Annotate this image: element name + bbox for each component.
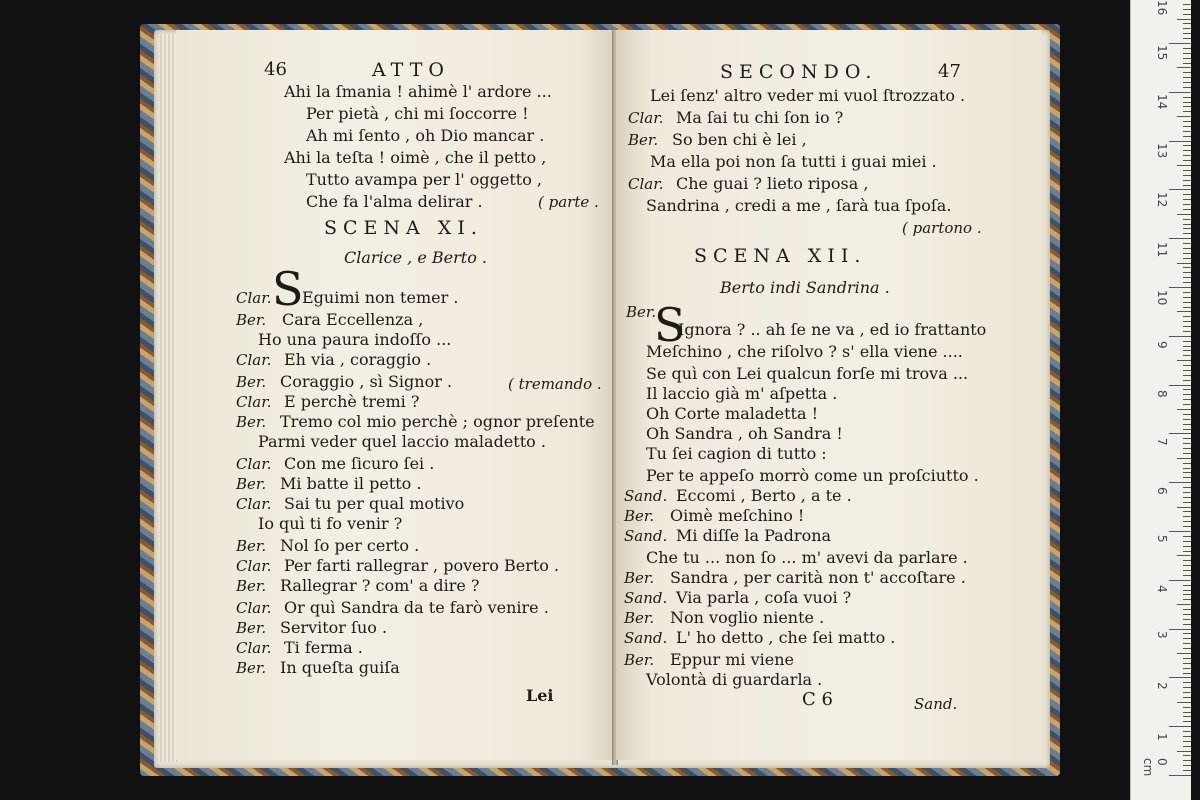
dialogue-line: Ma ella poi non ſa tutti i guai miei . <box>650 152 937 171</box>
ruler-label: 13 <box>1155 143 1169 159</box>
ruler-tick <box>1183 131 1191 132</box>
page-number-left: 46 <box>264 59 287 80</box>
ruler-tick <box>1183 302 1191 303</box>
ruler-tick <box>1183 511 1191 512</box>
ruler-tick <box>1183 697 1191 698</box>
speaker-label: Ber. <box>624 569 655 587</box>
ruler-tick <box>1183 272 1191 273</box>
ruler-tick <box>1183 424 1191 425</box>
ruler-tick <box>1183 307 1191 308</box>
ruler-tick <box>1183 487 1191 488</box>
speaker-label: Ber. <box>628 131 659 149</box>
ruler-tick <box>1177 653 1191 654</box>
ruler-tick <box>1183 624 1191 625</box>
ruler-tick <box>1183 453 1191 454</box>
ruler-tick <box>1183 316 1191 317</box>
ruler-tick <box>1183 224 1191 225</box>
ruler-tick <box>1177 116 1191 117</box>
speaker-label: Clar. <box>236 557 272 575</box>
ruler-tick <box>1183 248 1191 249</box>
ruler-tick <box>1183 38 1191 39</box>
ruler-tick <box>1183 185 1191 186</box>
ruler-label: 3 <box>1155 631 1169 639</box>
speaker-label: Clar. <box>236 393 272 411</box>
right-page <box>616 30 1042 760</box>
ruler-tick <box>1183 594 1191 595</box>
ruler-tick <box>1183 687 1191 688</box>
ruler-label: 15 <box>1155 45 1169 61</box>
ruler-tick <box>1169 482 1191 483</box>
stage-direction-exit: ( parte . <box>538 193 599 211</box>
ruler-tick <box>1183 97 1191 98</box>
ruler-tick <box>1183 712 1191 713</box>
ruler-label: 7 <box>1155 438 1169 446</box>
ruler-tick <box>1183 438 1191 439</box>
ruler-tick <box>1183 468 1191 469</box>
ruler-tick <box>1183 731 1191 732</box>
dialogue-line: Rallegrar ? com' a dire ? <box>280 576 480 595</box>
ruler-tick <box>1177 19 1191 20</box>
ruler-tick <box>1183 355 1191 356</box>
ruler-tick <box>1183 350 1191 351</box>
ruler-tick <box>1183 380 1191 381</box>
ruler-tick <box>1177 604 1191 605</box>
ruler-tick <box>1183 638 1191 639</box>
dialogue-line: Eguimi non temer . <box>302 288 459 307</box>
dialogue-line: Ignora ? .. ah ſe ne va , ed io frattanto <box>678 320 987 339</box>
ruler-tick <box>1169 531 1191 532</box>
ruler-tick <box>1183 565 1191 566</box>
speaker-label: Ber. <box>624 651 655 669</box>
ruler-tick <box>1169 287 1191 288</box>
ruler-tick <box>1183 155 1191 156</box>
ruler-tick <box>1183 394 1191 395</box>
ruler-tick <box>1183 536 1191 537</box>
ruler-tick <box>1183 707 1191 708</box>
ruler-tick <box>1183 331 1191 332</box>
ruler-tick <box>1183 150 1191 151</box>
dialogue-line: E perchè tremi ? <box>284 392 420 411</box>
scene-title-right: SCENA XII. <box>694 245 867 267</box>
dialogue-line: Mi diſſe la Padrona <box>676 526 832 545</box>
ruler-tick <box>1183 209 1191 210</box>
ruler-tick <box>1183 267 1191 268</box>
ruler-tick <box>1183 682 1191 683</box>
ruler-tick <box>1169 775 1191 776</box>
ruler-tick <box>1183 599 1191 600</box>
running-head-left: ATTO <box>372 59 450 81</box>
drop-cap-right: S <box>654 298 686 352</box>
dialogue-line: Oh Corte maladetta ! <box>646 404 819 423</box>
ruler-tick <box>1183 14 1191 15</box>
ruler-tick <box>1183 765 1191 766</box>
dialogue-line: Con me ſicuro ſei . <box>284 454 435 473</box>
ruler-label: 1 <box>1155 733 1169 741</box>
left-page <box>176 30 614 760</box>
ruler-tick <box>1183 180 1191 181</box>
dialogue-line: Che guai ? lieto riposa , <box>676 174 869 193</box>
ruler-tick <box>1183 23 1191 24</box>
dialogue-line: Eccomi , Berto , a te . <box>676 486 852 505</box>
ruler-tick <box>1183 346 1191 347</box>
measurement-ruler <box>1130 0 1191 800</box>
ruler-tick <box>1183 145 1191 146</box>
ruler-label: 10 <box>1155 290 1169 306</box>
ruler-tick <box>1183 414 1191 415</box>
ruler-tick <box>1183 716 1191 717</box>
ruler-tick <box>1177 458 1191 459</box>
ruler-tick <box>1183 419 1191 420</box>
dialogue-line: In queſta guiſa <box>280 658 400 677</box>
ruler-tick <box>1183 492 1191 493</box>
ruler-tick <box>1169 336 1191 337</box>
ruler-tick <box>1183 106 1191 107</box>
ruler-tick <box>1183 102 1191 103</box>
speaker-label: Clar. <box>236 289 272 307</box>
ruler-tick <box>1169 433 1191 434</box>
dialogue-line: Nol ſo per certo . <box>280 536 420 555</box>
verse-line: Ah mi ſento , oh Dio mancar . <box>306 126 545 145</box>
ruler-tick <box>1183 551 1191 552</box>
ruler-tick <box>1183 365 1191 366</box>
dialogue-line: Per te appeſo morrò come un proſciutto . <box>646 466 979 485</box>
ruler-tick <box>1183 560 1191 561</box>
speaker-label: Sand. <box>624 527 668 545</box>
dialogue-line: So ben chi è lei , <box>672 130 807 149</box>
verse-line: Ahi la teſta ! oimè , che il petto , <box>284 148 547 167</box>
dialogue-line: Eppur mi viene <box>670 650 794 669</box>
dialogue-line: Parmi veder quel laccio maladetto . <box>258 432 546 451</box>
ruler-tick <box>1183 87 1191 88</box>
ruler-tick <box>1183 136 1191 137</box>
ruler-tick <box>1183 741 1191 742</box>
ruler-tick <box>1183 570 1191 571</box>
scene-characters-left: Clarice , e Berto . <box>344 248 488 267</box>
speaker-label: Ber. <box>624 609 655 627</box>
dialogue-line: Sai tu per qual motivo <box>284 494 465 513</box>
ruler-tick <box>1183 28 1191 29</box>
ruler-tick <box>1183 4 1191 5</box>
ruler-tick <box>1183 82 1191 83</box>
ruler-tick <box>1183 721 1191 722</box>
ruler-tick <box>1183 516 1191 517</box>
ruler-tick <box>1169 238 1191 239</box>
dialogue-line: Lei ſenz' altro veder mi vuol ſtrozzato . <box>650 86 966 105</box>
stage-direction: ( tremando . <box>508 375 602 393</box>
ruler-tick <box>1183 282 1191 283</box>
ruler-tick <box>1169 580 1191 581</box>
ruler-tick <box>1177 751 1191 752</box>
ruler-tick <box>1177 311 1191 312</box>
speaker-label: Ber. <box>236 619 267 637</box>
ruler-tick <box>1183 175 1191 176</box>
dialogue-line: Or quì Sandra da te farò venire . <box>284 598 549 617</box>
ruler-tick <box>1183 673 1191 674</box>
speaker-label: Ber. <box>236 475 267 493</box>
ruler-label: 8 <box>1155 390 1169 398</box>
verse-line: Tutto avampa per l' oggetto , <box>306 170 543 189</box>
ruler-tick <box>1183 614 1191 615</box>
ruler-tick <box>1183 546 1191 547</box>
dialogue-line: Ti ferma . <box>284 638 363 657</box>
ruler-label: 6 <box>1155 487 1169 495</box>
ruler-tick <box>1183 692 1191 693</box>
ruler-tick <box>1183 341 1191 342</box>
dialogue-line: Coraggio , sì Signor . <box>280 372 453 391</box>
dialogue-line: Sandra , per carità non t' accoſtare . <box>670 568 966 587</box>
ruler-tick <box>1183 760 1191 761</box>
dialogue-line: Non voglio niente . <box>670 608 825 627</box>
ruler-label: 4 <box>1155 585 1169 593</box>
verse-line: Ahi la ſmania ! ahimè l' ardore ... <box>284 82 552 101</box>
ruler-tick <box>1183 326 1191 327</box>
ruler-tick <box>1183 585 1191 586</box>
speaker-label: Sand. <box>624 629 668 647</box>
ruler-label: 16 <box>1155 0 1169 16</box>
ruler-tick <box>1169 43 1191 44</box>
ruler-label: 11 <box>1155 242 1169 258</box>
ruler-tick <box>1183 233 1191 234</box>
ruler-label: 14 <box>1155 94 1169 110</box>
ruler-tick <box>1183 277 1191 278</box>
ruler-tick <box>1183 297 1191 298</box>
speaker-label: Ber. <box>626 303 657 321</box>
speaker-label: Ber. <box>236 659 267 677</box>
ruler-tick <box>1183 590 1191 591</box>
dialogue-line: Per farti rallegrar , povero Berto . <box>284 556 560 575</box>
ruler-tick <box>1177 263 1191 264</box>
ruler-tick <box>1183 521 1191 522</box>
dialogue-line: Meſchino , che riſolvo ? s' ella viene .... <box>646 342 963 361</box>
ruler-tick <box>1183 370 1191 371</box>
dialogue-line: Cara Eccellenza , <box>282 310 424 329</box>
ruler-tick <box>1183 170 1191 171</box>
ruler-label: 0 cm <box>1141 758 1169 777</box>
ruler-tick <box>1183 160 1191 161</box>
ruler-tick <box>1183 668 1191 669</box>
ruler-tick <box>1183 429 1191 430</box>
ruler-tick <box>1169 189 1191 190</box>
ruler-tick <box>1183 658 1191 659</box>
catchword-right: Sand. <box>914 695 958 713</box>
ruler-tick <box>1177 409 1191 410</box>
ruler-tick <box>1183 443 1191 444</box>
ruler-tick <box>1183 633 1191 634</box>
ruler-tick <box>1177 67 1191 68</box>
scene-title-left: SCENA XI. <box>324 217 483 239</box>
dialogue-line: Il laccio già m' aſpetta . <box>646 384 838 403</box>
ruler-tick <box>1177 702 1191 703</box>
ruler-label: 2 <box>1155 682 1169 690</box>
speaker-label: Ber. <box>236 577 267 595</box>
ruler-tick <box>1169 629 1191 630</box>
speaker-label: Clar. <box>236 639 272 657</box>
dialogue-line: Ho una paura indoſſo ... <box>258 330 452 349</box>
ruler-tick <box>1183 619 1191 620</box>
ruler-tick <box>1183 575 1191 576</box>
ruler-tick <box>1183 472 1191 473</box>
dialogue-line: Oh Sandra , oh Sandra ! <box>646 424 843 443</box>
ruler-tick <box>1169 92 1191 93</box>
ruler-tick <box>1183 463 1191 464</box>
ruler-tick <box>1177 165 1191 166</box>
speaker-label: Clar. <box>236 351 272 369</box>
speaker-label: Sand. <box>624 487 668 505</box>
stage-direction-exit: ( partono . <box>902 219 982 237</box>
ruler-tick <box>1183 477 1191 478</box>
dialogue-line: Volontà di guardarla . <box>646 670 823 689</box>
ruler-tick <box>1169 141 1191 142</box>
dialogue-line: Oimè meſchino ! <box>670 506 805 525</box>
ruler-label: 5 <box>1155 535 1169 543</box>
signature-mark: C 6 <box>802 689 833 710</box>
dialogue-line: Eh via , coraggio . <box>284 350 432 369</box>
ruler-tick <box>1183 121 1191 122</box>
ruler-tick <box>1183 126 1191 127</box>
ruler-tick <box>1183 72 1191 73</box>
ruler-tick <box>1169 677 1191 678</box>
ruler-tick <box>1177 507 1191 508</box>
running-head-right: SECONDO. <box>720 61 878 83</box>
ruler-tick <box>1183 53 1191 54</box>
ruler-tick <box>1183 63 1191 64</box>
dialogue-line: Tremo col mio perchè ; ognor preſente <box>280 412 595 431</box>
speaker-label: Clar. <box>628 175 664 193</box>
ruler-label: 9 <box>1155 341 1169 349</box>
ruler-tick <box>1183 497 1191 498</box>
ruler-tick <box>1177 214 1191 215</box>
ruler-tick <box>1183 199 1191 200</box>
ruler-tick <box>1183 648 1191 649</box>
speaker-label: Ber. <box>624 507 655 525</box>
ruler-tick <box>1183 292 1191 293</box>
ruler-tick <box>1183 755 1191 756</box>
dialogue-line: Servitor ſuo . <box>280 618 388 637</box>
speaker-label: Ber. <box>236 311 267 329</box>
verse-line: Per pietà , chi mi ſoccorre ! <box>306 104 529 123</box>
ruler-tick <box>1183 219 1191 220</box>
catchword-left: Lei <box>526 686 554 705</box>
ruler-tick <box>1183 204 1191 205</box>
speaker-label: Clar. <box>236 455 272 473</box>
dialogue-line: Che tu ... non ſo ... m' avevi da parlare . <box>646 548 968 567</box>
ruler-tick <box>1183 746 1191 747</box>
ruler-tick <box>1183 448 1191 449</box>
ruler-tick <box>1177 555 1191 556</box>
speaker-label: Clar. <box>628 109 664 127</box>
ruler-tick <box>1183 9 1191 10</box>
ruler-label: 12 <box>1155 192 1169 208</box>
speaker-label: Clar. <box>236 599 272 617</box>
ruler-tick <box>1183 33 1191 34</box>
ruler-tick <box>1183 111 1191 112</box>
ruler-tick <box>1183 526 1191 527</box>
ruler-tick <box>1183 736 1191 737</box>
drop-cap-left: S <box>272 262 304 316</box>
ruler-tick <box>1183 643 1191 644</box>
scene-characters-right: Berto indi Sandrina . <box>720 278 890 297</box>
ruler-tick <box>1183 770 1191 771</box>
ruler-tick <box>1183 243 1191 244</box>
ruler-tick <box>1177 360 1191 361</box>
ruler-tick <box>1183 502 1191 503</box>
ruler-tick <box>1183 253 1191 254</box>
dialogue-line: Mi batte il petto . <box>280 474 422 493</box>
dialogue-line: Ma ſai tu chi ſon io ? <box>676 108 844 127</box>
ruler-tick <box>1183 228 1191 229</box>
ruler-tick <box>1183 399 1191 400</box>
ruler-tick <box>1183 321 1191 322</box>
ruler-tick <box>1183 375 1191 376</box>
ruler-tick <box>1183 194 1191 195</box>
ruler-tick <box>1183 389 1191 390</box>
dialogue-line: Se quì con Lei qualcun forſe mi trova ... <box>646 364 969 383</box>
page-number-right: 47 <box>938 61 961 82</box>
ruler-tick <box>1183 404 1191 405</box>
speaker-label: Sand. <box>624 589 668 607</box>
ruler-tick <box>1183 663 1191 664</box>
ruler-tick <box>1183 77 1191 78</box>
ruler-tick <box>1183 48 1191 49</box>
ruler-tick <box>1183 258 1191 259</box>
ruler-tick <box>1183 609 1191 610</box>
dialogue-line: Tu ſei cagion di tutto : <box>646 444 827 463</box>
ruler-tick <box>1169 385 1191 386</box>
ruler-tick <box>1169 726 1191 727</box>
dialogue-line: L' ho detto , che ſei matto . <box>676 628 896 647</box>
dialogue-line: Sandrina , credi a me , ſarà tua ſpoſa. <box>646 196 952 215</box>
speaker-label: Ber. <box>236 537 267 555</box>
verse-line: Che fa l'alma delirar . <box>306 192 483 211</box>
ruler-tick <box>1183 541 1191 542</box>
dialogue-line: Io quì ti fo venir ? <box>258 514 403 533</box>
speaker-label: Clar. <box>236 495 272 513</box>
ruler-tick <box>1183 58 1191 59</box>
speaker-label: Ber. <box>236 413 267 431</box>
dialogue-line: Via parla , coſa vuoi ? <box>676 588 852 607</box>
speaker-label: Ber. <box>236 373 267 391</box>
